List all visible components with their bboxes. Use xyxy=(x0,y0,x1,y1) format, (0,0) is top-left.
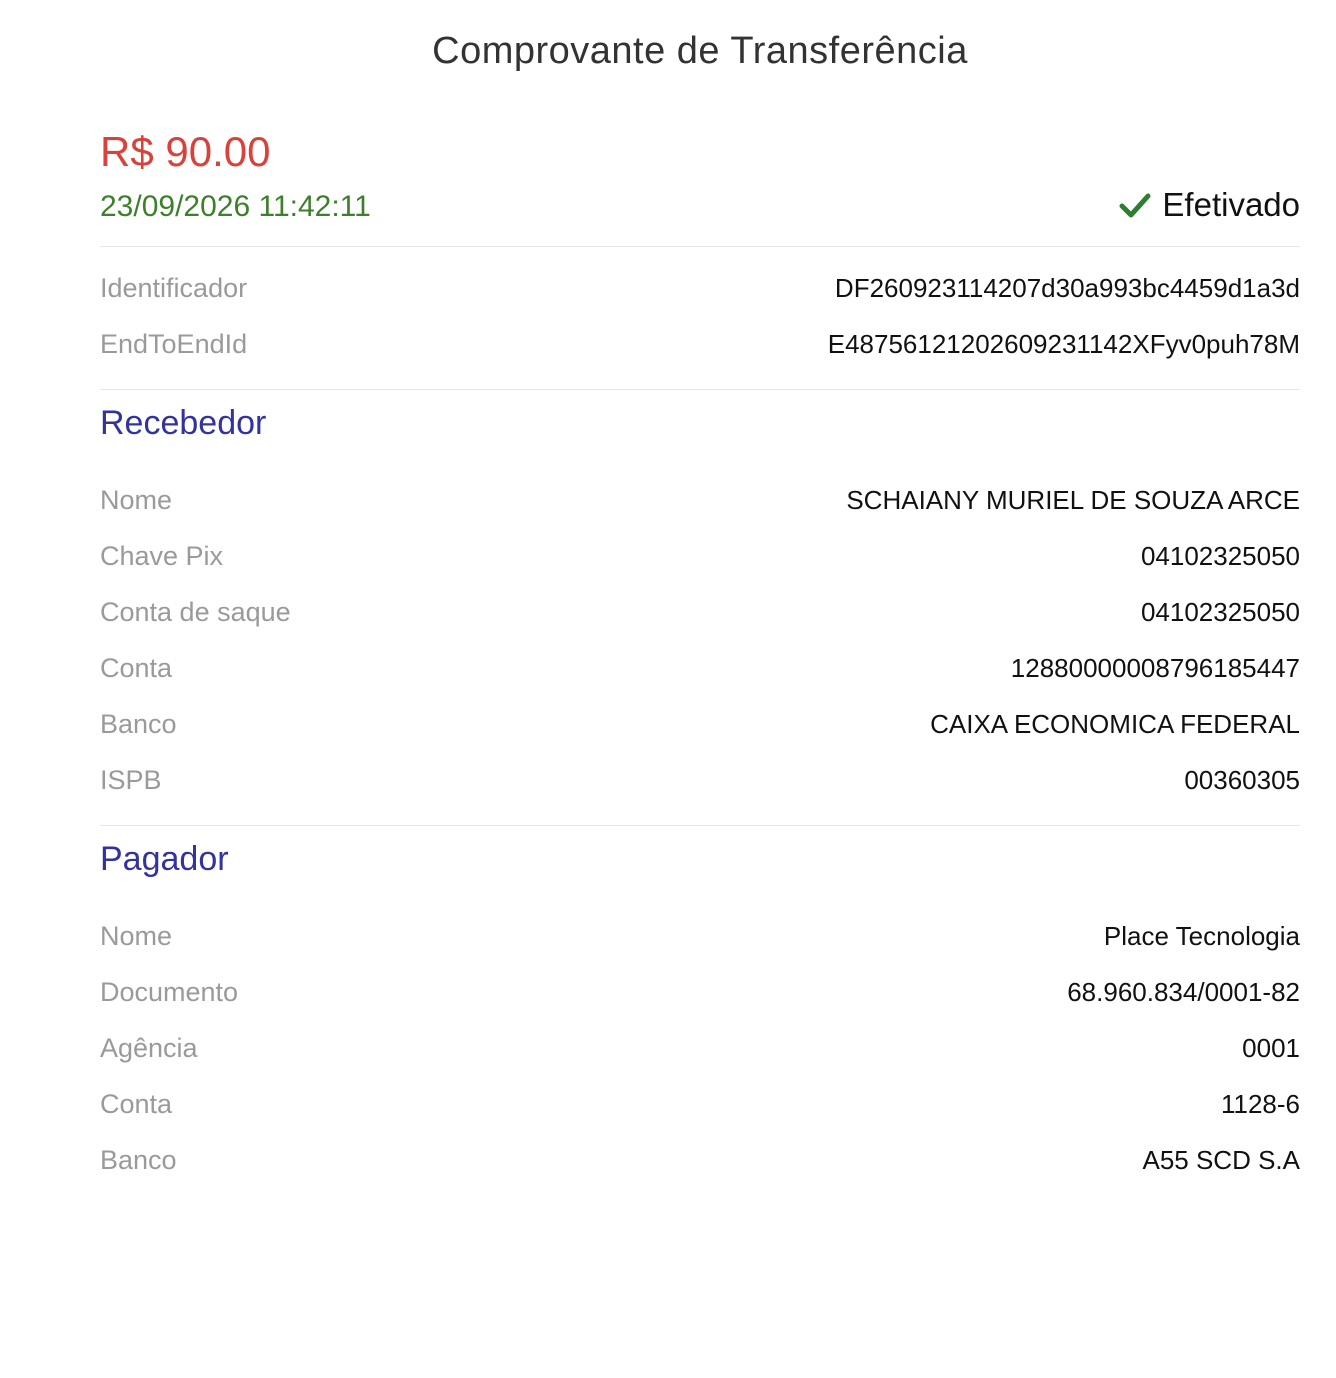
row-label: Agência xyxy=(100,1032,198,1063)
row-label: Documento xyxy=(100,976,239,1007)
row-value: 1128-6 xyxy=(1220,1088,1300,1119)
row-identificador xyxy=(100,268,1300,308)
row-label: EndToEndId xyxy=(100,328,248,359)
row-value: 04102325050 xyxy=(1140,540,1300,571)
row-endtoendid xyxy=(100,324,1300,364)
row-recebedor-nome xyxy=(100,480,1300,520)
row-value: Place Tecnologia xyxy=(1103,920,1300,951)
page-title: Comprovante de Transferência xyxy=(432,30,968,72)
status-label: Efetivado xyxy=(1162,186,1300,223)
row-label: Identificador xyxy=(100,272,248,303)
row-value: 68.960.834/0001-82 xyxy=(1067,976,1300,1007)
section-heading-recebedor: Recebedor xyxy=(100,404,267,442)
section-heading-pagador: Pagador xyxy=(100,840,229,878)
row-recebedor-chave-pix xyxy=(100,536,1300,576)
row-recebedor-conta xyxy=(100,648,1300,688)
row-label: Conta xyxy=(100,652,173,683)
row-pagador-conta xyxy=(100,1084,1300,1124)
row-recebedor-conta-saque xyxy=(100,592,1300,632)
row-pagador-banco xyxy=(100,1140,1300,1180)
row-value: 12880000008796185447 xyxy=(1010,652,1300,683)
row-value: 04102325050 xyxy=(1140,596,1300,627)
row-label: Chave Pix xyxy=(100,540,224,571)
row-pagador-documento xyxy=(100,972,1300,1012)
row-recebedor-banco xyxy=(100,704,1300,744)
row-recebedor-ispb xyxy=(100,760,1300,800)
row-label: Conta de saque xyxy=(100,596,291,627)
status-badge xyxy=(1118,186,1300,224)
divider xyxy=(100,825,1300,826)
row-value: CAIXA ECONOMICA FEDERAL xyxy=(930,708,1300,739)
row-value: 00360305 xyxy=(1184,764,1300,795)
row-value: E48756121202609231142XFyv0puh78M xyxy=(827,328,1300,359)
row-pagador-nome xyxy=(100,916,1300,956)
row-label: Conta xyxy=(100,1088,173,1119)
row-label: Nome xyxy=(100,484,173,515)
row-value: DF260923114207d30a993bc4459d1a3d xyxy=(834,272,1300,303)
row-value: SCHAIANY MURIEL DE SOUZA ARCE xyxy=(846,484,1300,515)
row-label: Nome xyxy=(100,920,173,951)
row-value: A55 SCD S.A xyxy=(1142,1144,1300,1175)
divider xyxy=(100,246,1300,247)
divider xyxy=(100,389,1300,390)
check-icon xyxy=(1118,188,1152,222)
row-label: Banco xyxy=(100,1144,177,1175)
row-value: 0001 xyxy=(1242,1032,1300,1063)
transfer-datetime: 23/09/2026 11:42:11 xyxy=(100,190,371,223)
row-label: ISPB xyxy=(100,764,162,795)
row-pagador-agencia xyxy=(100,1028,1300,1068)
transfer-amount: R$ 90.00 xyxy=(100,128,271,175)
row-label: Banco xyxy=(100,708,177,739)
